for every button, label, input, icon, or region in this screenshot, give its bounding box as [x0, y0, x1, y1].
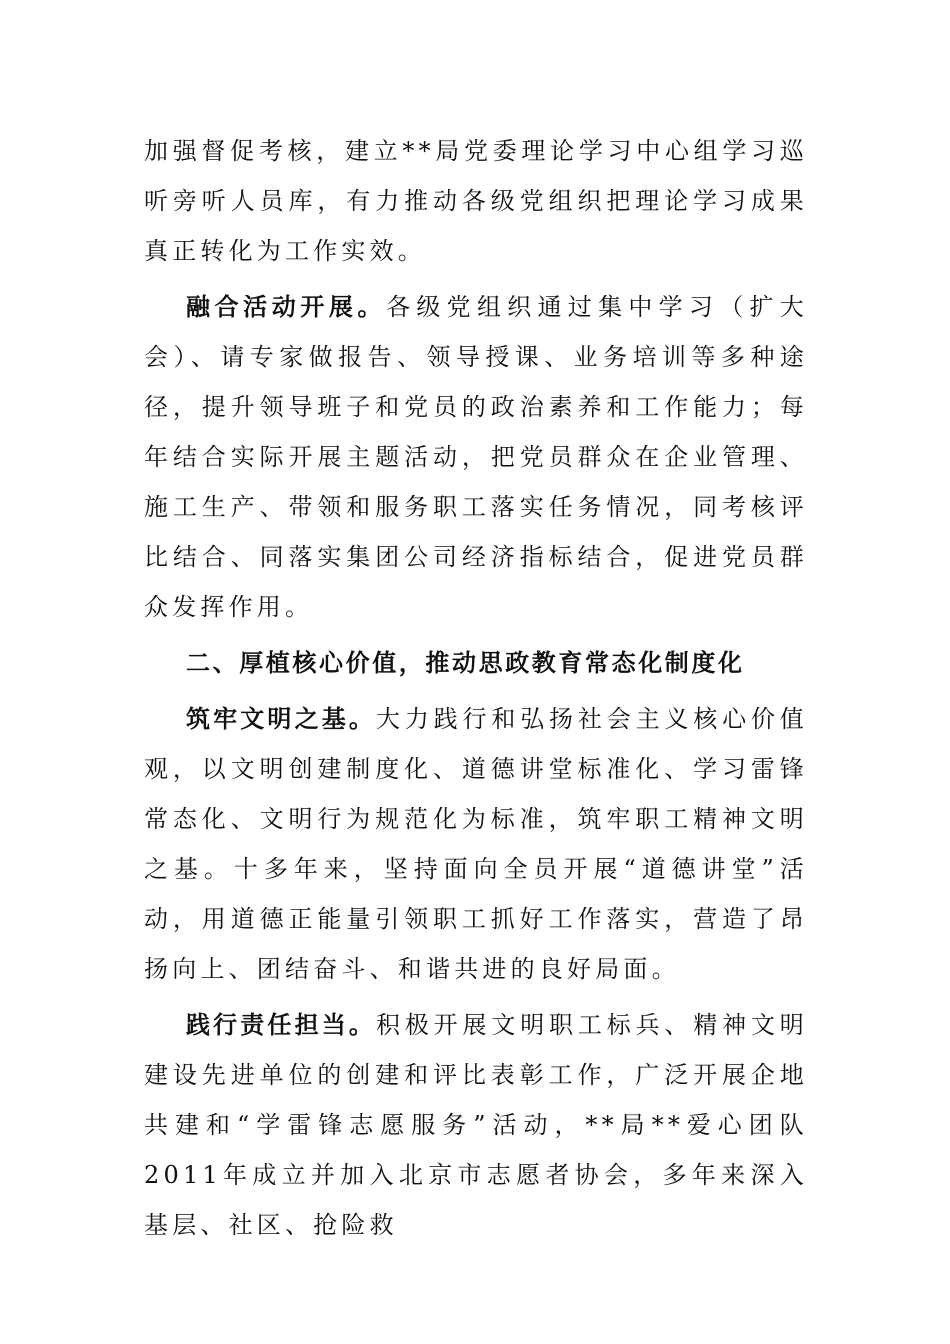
document-body — [144, 126, 808, 1256]
paragraph-text: 各级党组织通过集中学习（扩大会）、请专家做报告、领导授课、业务培训等多种途径，提升领导班子和党员的政治素养和工作能力；每年结合实际开展主题活动，把党员群众在企业管理、施工生产、带领和服务职工落实任务情况，同考核评比结合、同落实集团公司经济指标结合，促进党员群众发挥作用。 — [144, 293, 808, 621]
section-heading: 二、厚植核心价值，推动思政教育常态化制度化 — [186, 649, 745, 677]
paragraph-lead: 融合活动开展。 — [186, 293, 387, 321]
paragraph-activity-integration — [144, 282, 808, 632]
paragraph-text: 大力践行和弘扬社会主义核心价值观，以文明创建制度化、道德讲堂标准化、学习雷锋常态化、文明行为规范化为标准，筑牢职工精神文明之基。十多年来，坚持面向全员开展“道德讲堂”活动，用道德正能量引领职工抓好工作落实，营造了昂扬向上、团结奋斗、和谐共进的良好局面。 — [144, 705, 808, 983]
paragraph-continued — [144, 126, 808, 276]
paragraph-civilization-foundation — [144, 694, 808, 994]
paragraph-text: 积极开展文明职工标兵、精神文明建设先进单位的创建和评比表彰工作，广泛开展企地共建和“学雷锋志愿服务”活动，**局**爱心团队2011年成立并加入北京市志愿者协会，多年来深入基层、社区、抢险救 — [144, 1011, 808, 1239]
paragraph-lead: 筑牢文明之基。 — [186, 705, 376, 733]
paragraph-responsibility — [144, 1000, 808, 1250]
paragraph-text: 加强督促考核，建立**局党委理论学习中心组学习巡听旁听人员库，有力推动各级党组织把理论学习成果真正转化为工作实效。 — [144, 137, 808, 265]
paragraph-lead: 践行责任担当。 — [186, 1011, 376, 1039]
